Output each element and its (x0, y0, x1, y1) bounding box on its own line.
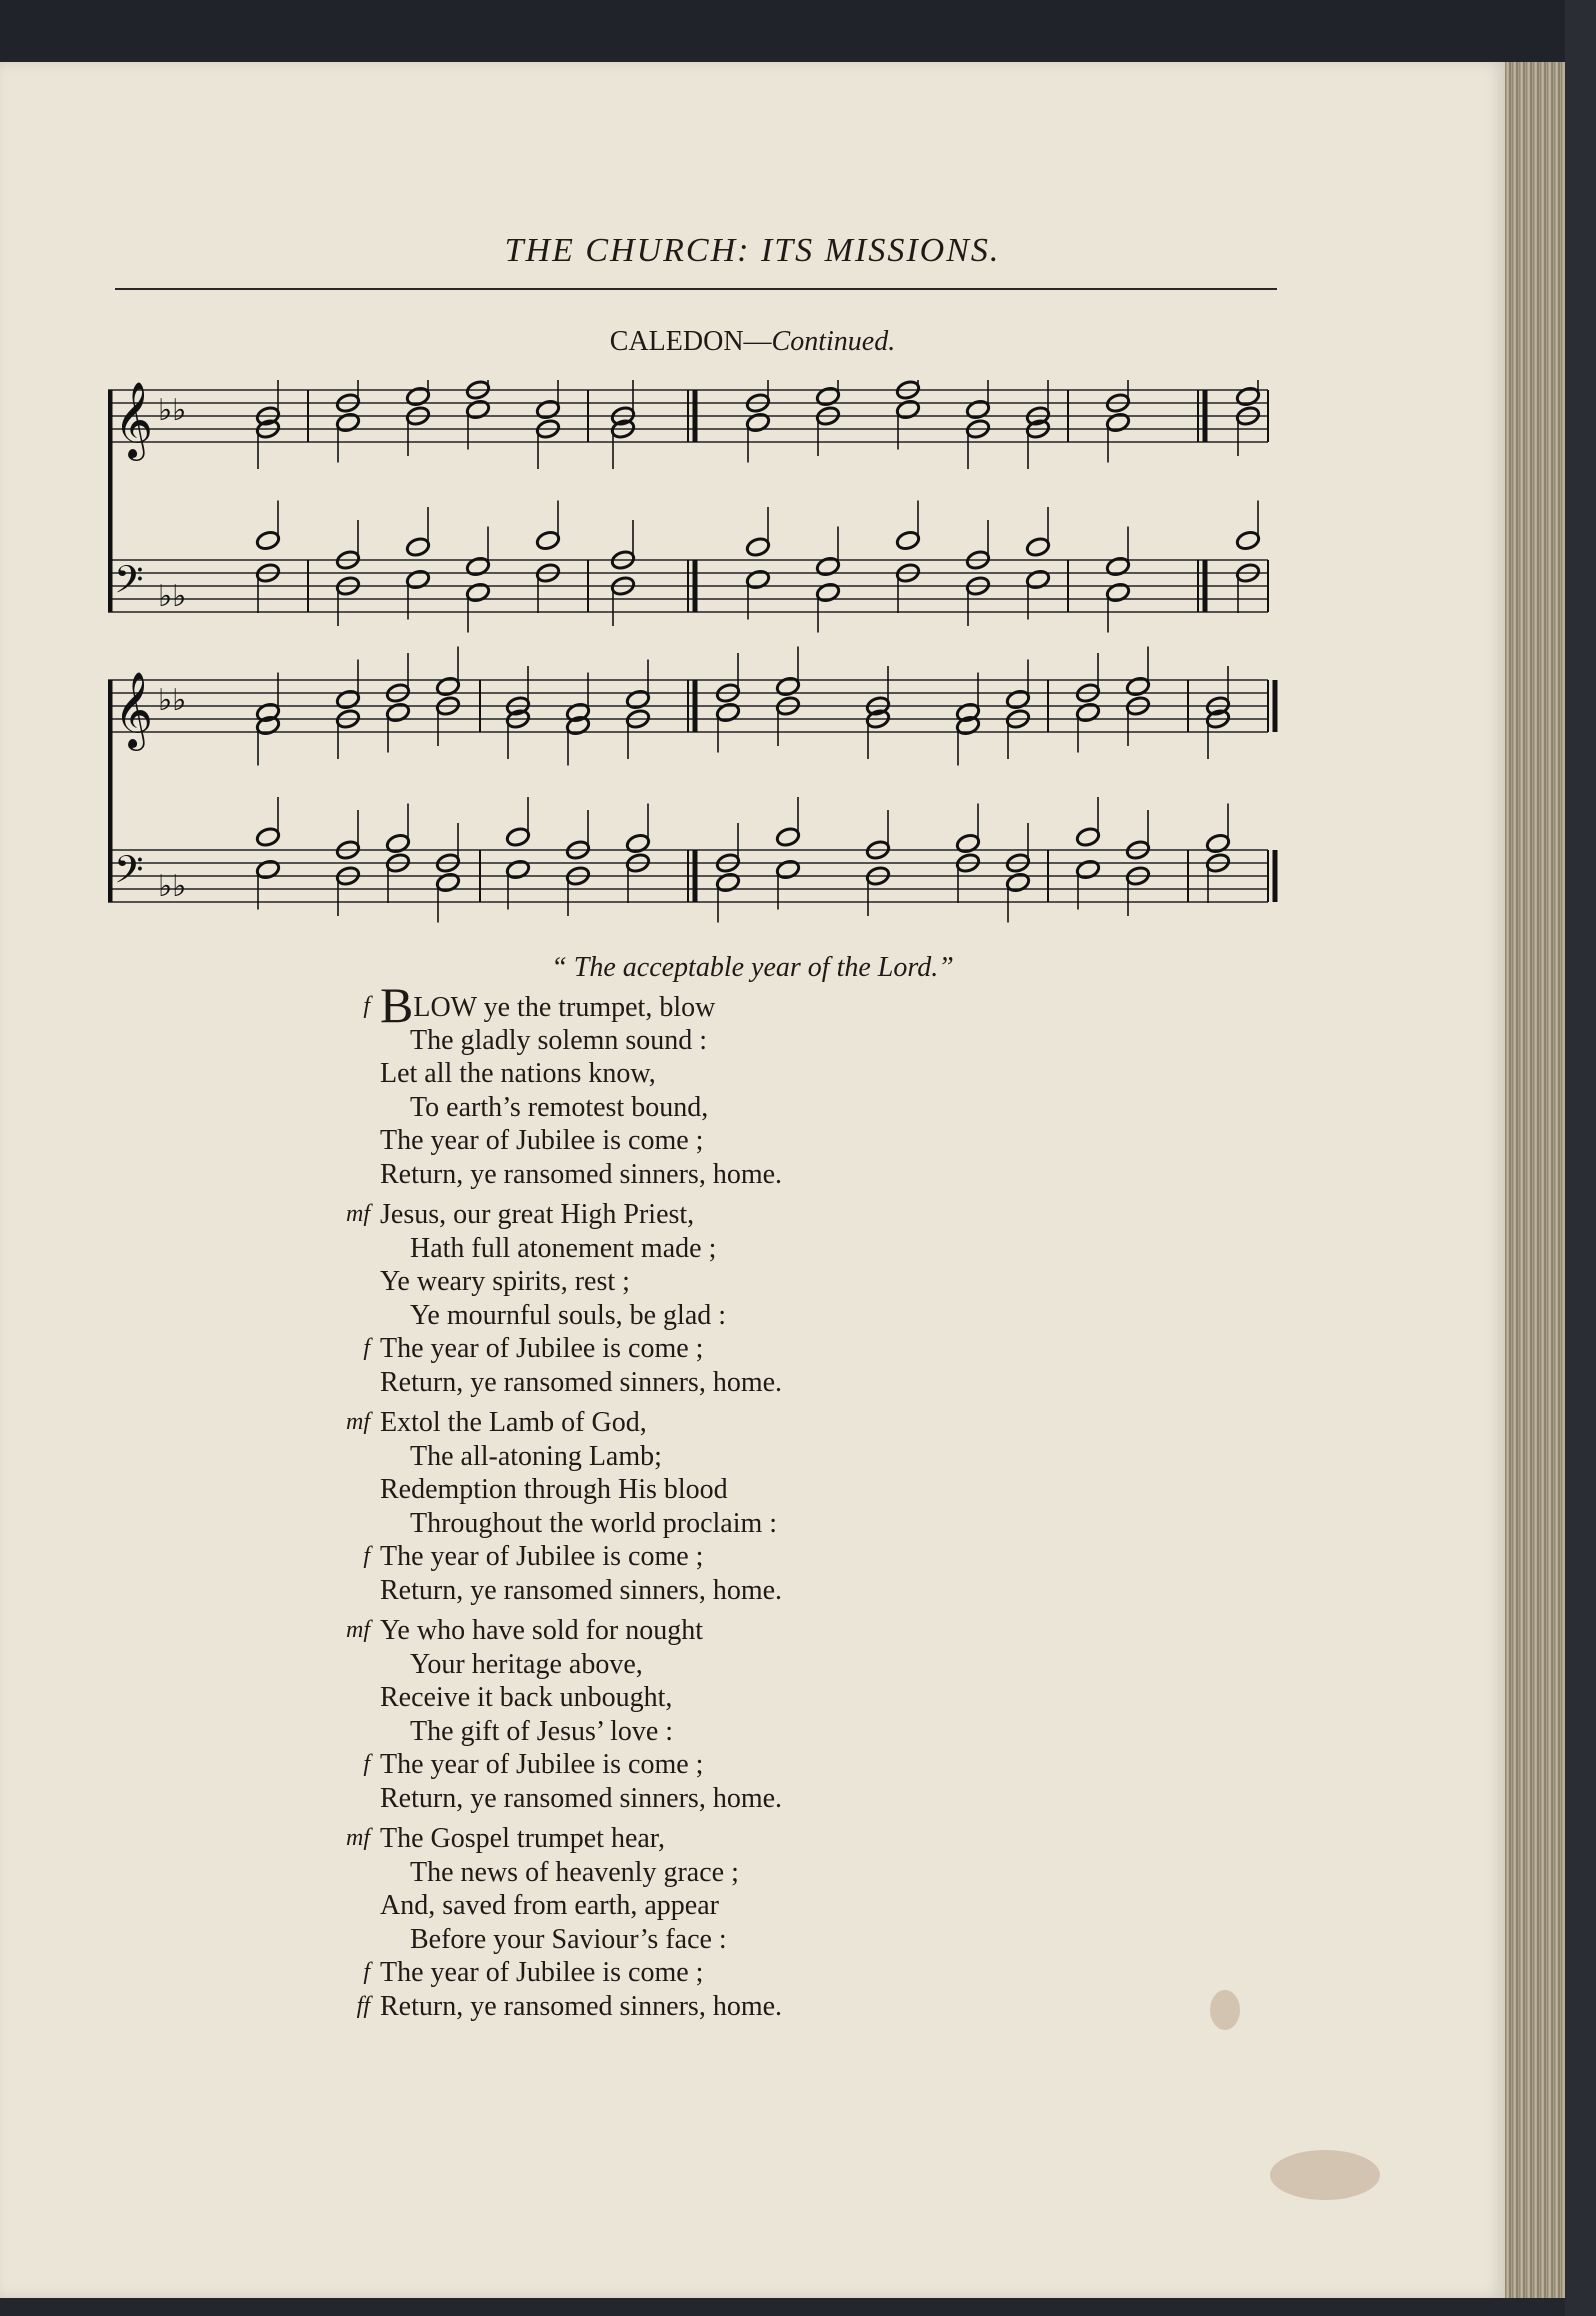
hymn-line (380, 1715, 1180, 1749)
hymn-line-text: Extol the Lamb of God, (380, 1407, 647, 1438)
epigraph: “ The acceptable year of the Lord.” (551, 952, 954, 983)
hymn-line (363, 1332, 1180, 1366)
hymn-line-text: The year of Jubilee is come ; (380, 1541, 704, 1572)
hymn-line-text: Your heritage above, (410, 1648, 643, 1680)
dynamic-mark: mf (346, 1825, 370, 1851)
hymn-line (380, 1473, 1180, 1507)
note-head (1205, 833, 1231, 855)
hymn-line-text: Return, ye ransomed sinners, home. (380, 1366, 783, 1398)
dynamic-mark: ff (356, 1992, 370, 2019)
note-head (1025, 536, 1051, 558)
note-head (815, 556, 841, 578)
hymn-line-text: And, saved from earth, appear (380, 1890, 719, 1921)
note-head (715, 872, 741, 894)
note-head (405, 386, 431, 408)
hymn-line-text: Return, ye ransomed sinners, home. (380, 1990, 783, 2022)
dynamic-mark: mf (346, 1201, 370, 1227)
note-head (955, 833, 981, 855)
key-signature: ♭♭ (158, 683, 187, 718)
hymn-line-text: The year of Jubilee is come ; (380, 1125, 704, 1156)
note-head (405, 569, 431, 591)
note-head (435, 872, 461, 894)
note-head (335, 689, 361, 711)
tune-name: CALEDON— (609, 326, 772, 357)
note-head (435, 676, 461, 698)
page-header: THE CHURCH: ITS MISSIONS. (504, 232, 1001, 269)
note-head (535, 399, 561, 421)
hymn-line (380, 1057, 1180, 1091)
dynamic-mark: f (363, 993, 370, 1019)
key-signature: ♭♭ (158, 869, 187, 904)
note-head (1235, 386, 1261, 408)
note-head (385, 833, 411, 855)
hymn-line (363, 1748, 1180, 1782)
note-head (895, 399, 921, 421)
key-signature: ♭♭ (158, 393, 187, 428)
note-head (385, 702, 411, 724)
note-head (1105, 556, 1131, 578)
note-head (965, 399, 991, 421)
note-head (1075, 826, 1101, 848)
hymn-line (380, 1366, 1180, 1400)
note-head (1105, 582, 1131, 604)
music-score (108, 380, 1288, 940)
note-head (1075, 859, 1101, 881)
hymn-line-text: Return, ye ransomed sinners, home. (380, 1782, 783, 1814)
hymn-line (380, 1158, 1180, 1192)
note-head (745, 412, 771, 434)
hymn-line (356, 1990, 1180, 2024)
book-cover-right (1565, 0, 1596, 2316)
hymn-line (346, 1614, 1180, 1648)
hymn-line-text: LOW ye the trumpet, blow (413, 992, 716, 1023)
hymn-line (380, 1091, 1180, 1125)
hymn-line (380, 1923, 1180, 1957)
note-head (505, 859, 531, 881)
hymn-line (380, 1299, 1180, 1333)
hymn-line-text: Ye weary spirits, rest ; (380, 1266, 630, 1297)
bass-clef: 𝄢 (114, 847, 144, 901)
note-head (815, 582, 841, 604)
note-head (255, 826, 281, 848)
hymn-line-text: Ye who have sold for nought (380, 1615, 704, 1646)
hymn-line (380, 1889, 1180, 1923)
note-head (895, 530, 921, 552)
hymn-line (363, 977, 1180, 1033)
hymn-line (380, 1507, 1180, 1541)
stain (1270, 2150, 1380, 2200)
hymn-line-text: Redemption through His blood (380, 1474, 728, 1505)
hymn-line (380, 1265, 1180, 1299)
note-head (255, 530, 281, 552)
hymn-line-text: The Gospel trumpet hear, (380, 1823, 666, 1854)
hymn-line-text: Let all the nations know, (380, 1058, 656, 1089)
note-head (625, 833, 651, 855)
note-head (255, 859, 281, 881)
hymn-line-text: The year of Jubilee is come ; (380, 1749, 704, 1780)
note-head (1025, 569, 1051, 591)
hymn-line (380, 1024, 1180, 1058)
note-head (405, 536, 431, 558)
note-head (745, 569, 771, 591)
hymn-line-text: Receive it back unbought, (380, 1682, 673, 1713)
note-head (1005, 689, 1031, 711)
note-head (1125, 676, 1151, 698)
book-cover-top (0, 0, 1596, 62)
note-head (465, 556, 491, 578)
hymn-line-text: Throughout the world proclaim : (410, 1507, 778, 1539)
drop-cap: B (380, 977, 414, 1033)
hymn-line-text: Before your Saviour’s face : (410, 1923, 727, 1955)
note-head (625, 689, 651, 711)
page-edges (1505, 62, 1565, 2298)
hymn-line (346, 1822, 1180, 1856)
note-head (335, 412, 361, 434)
bass-clef: 𝄢 (114, 557, 144, 611)
note-head (775, 826, 801, 848)
note-head (465, 582, 491, 604)
note-head (715, 702, 741, 724)
tune-continued: Continued. (771, 326, 896, 357)
header-rule (115, 288, 1277, 290)
hymn-line-text: The gladly solemn sound : (410, 1024, 708, 1056)
hymn-line-text: The year of Jubilee is come ; (380, 1957, 704, 1988)
dynamic-mark: f (363, 1335, 370, 1361)
hymn-line (380, 1856, 1180, 1890)
note-head (815, 386, 841, 408)
tune-title (0, 326, 1505, 358)
hymn-line (380, 1124, 1180, 1158)
dynamic-mark: mf (346, 1409, 370, 1435)
hymn-line (380, 1681, 1180, 1715)
hymn-line (346, 1198, 1180, 1232)
note-head (1235, 530, 1261, 552)
hymn-line-text: The gift of Jesus’ love : (410, 1715, 674, 1747)
hymn-line-text: The news of heavenly grace ; (410, 1856, 739, 1888)
dynamic-mark: f (363, 1959, 370, 1985)
note-head (505, 826, 531, 848)
note-head (1075, 702, 1101, 724)
treble-clef: 𝄞 (114, 671, 154, 748)
dynamic-mark: f (363, 1543, 370, 1569)
hymn-text (346, 977, 1180, 2023)
hymn-line (346, 1406, 1180, 1440)
treble-clef: 𝄞 (114, 381, 154, 458)
note-head (1105, 412, 1131, 434)
note-head (465, 399, 491, 421)
hymn-line (380, 1574, 1180, 1608)
hymn-line (380, 1782, 1180, 1816)
note-head (775, 676, 801, 698)
hymn-line-text: Ye mournful souls, be glad : (410, 1299, 727, 1331)
hymn-line (363, 1540, 1180, 1574)
note-head (745, 536, 771, 558)
dynamic-mark: f (363, 1751, 370, 1777)
hymn-line (380, 1232, 1180, 1266)
hymn-line-text: The all-atoning Lamb; (410, 1440, 662, 1472)
dynamic-mark: mf (346, 1617, 370, 1643)
hymn-line-text: Jesus, our great High Priest, (380, 1199, 695, 1230)
stain (1210, 1990, 1240, 2030)
hymn-line-text: Hath full atonement made ; (410, 1232, 717, 1264)
hymn-line (363, 1956, 1180, 1990)
key-signature: ♭♭ (158, 579, 187, 614)
hymn-line-text: Return, ye ransomed sinners, home. (380, 1158, 783, 1190)
hymn-line-text: The year of Jubilee is come ; (380, 1333, 704, 1364)
hymn-line (380, 1648, 1180, 1682)
hymn-line-text: To earth’s remotest bound, (410, 1091, 709, 1123)
hymn-line (380, 1440, 1180, 1474)
note-head (535, 530, 561, 552)
note-head (775, 859, 801, 881)
note-head (1005, 872, 1031, 894)
hymn-line-text: Return, ye ransomed sinners, home. (380, 1574, 783, 1606)
